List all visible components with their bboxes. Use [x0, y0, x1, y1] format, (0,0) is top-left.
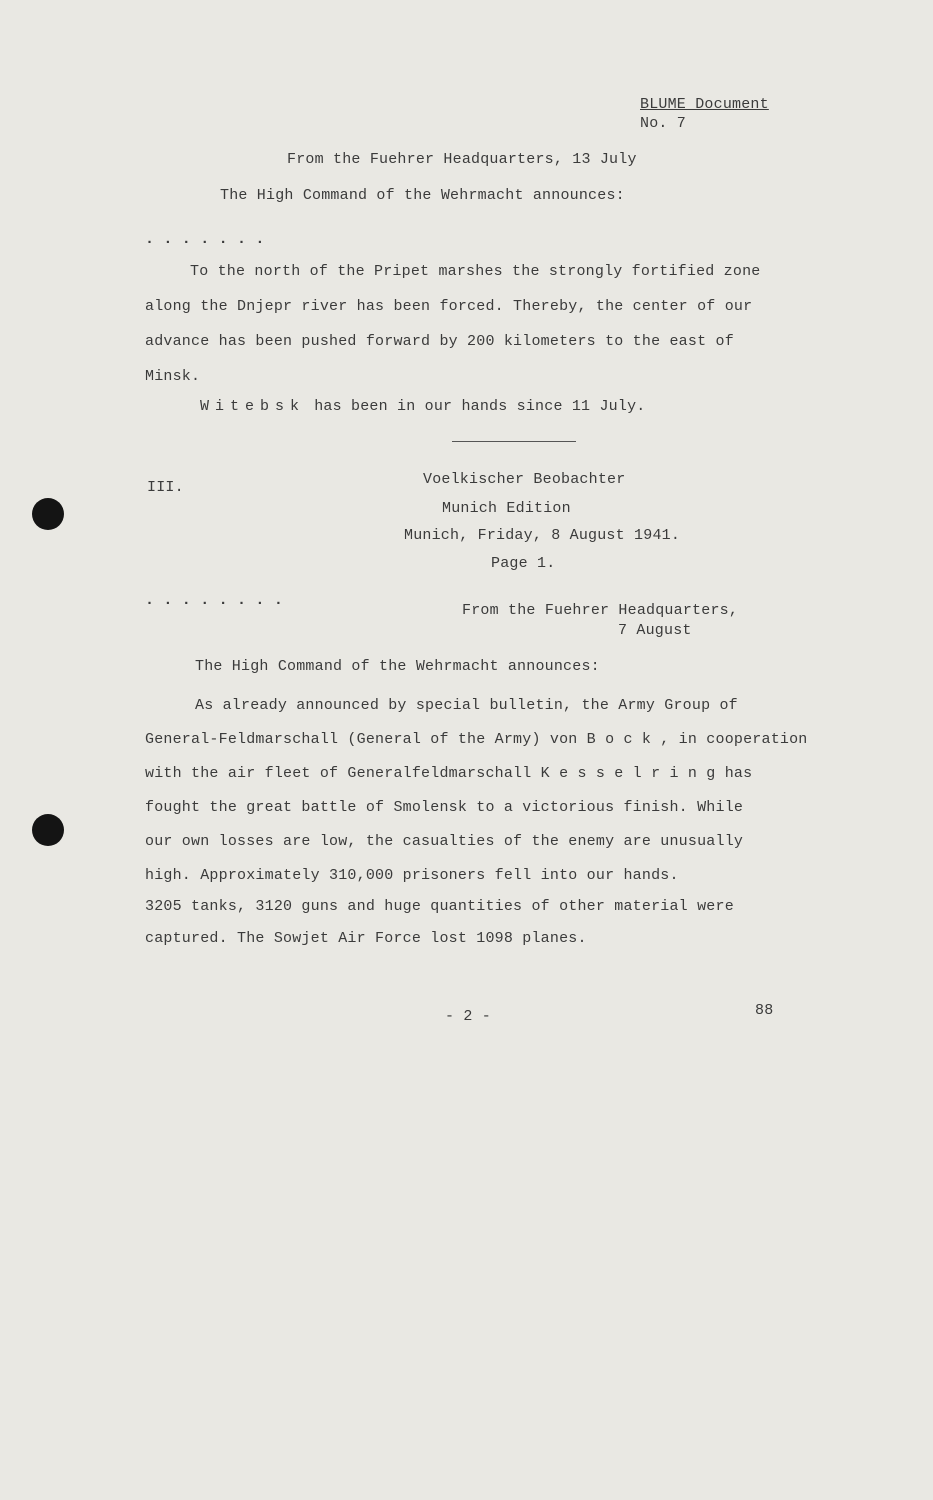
paragraph-2-line-7: 3205 tanks, 3120 guns and huge quantities of other material were: [145, 898, 734, 915]
paragraph-1-line-2: along the Dnjepr river has been forced. Thereby, the center of our: [145, 298, 753, 315]
newspaper-name: Voelkischer Beobachter: [423, 471, 626, 488]
source-line-august-2: 7 August: [618, 622, 692, 639]
announcement-line-2: The High Command of the Wehrmacht announces:: [195, 658, 600, 675]
paragraph-2-line-4: fought the great battle of Smolensk to a victorious finish. While: [145, 799, 744, 816]
paragraph-1-line-3: advance has been pushed forward by 200 kilometers to the east of: [145, 333, 734, 350]
document-id: [640, 95, 769, 133]
paragraph-2-line-8: captured. The Sowjet Air Force lost 1098 planes.: [145, 930, 587, 947]
paragraph-2-line-2: General-Feldmarschall (General of the Army) von B o c k , in cooperation: [145, 731, 808, 748]
section-numeral: III.: [147, 479, 184, 496]
paragraph-1-line-4: Minsk.: [145, 368, 201, 385]
sheet-number: 88: [755, 1002, 774, 1019]
document-title: BLUME Document: [640, 96, 769, 113]
paragraph-2-line-5: our own losses are low, the casualties of the enemy are unusually: [145, 833, 744, 850]
paragraph-2-line-3: with the air fleet of Generalfeldmarschall K e s s e l r i n g has: [145, 765, 753, 782]
paragraph-1-line-1: To the north of the Pripet marshes the strongly fortified zone: [190, 263, 761, 280]
punch-hole-lower: [32, 814, 64, 846]
ellipsis-dots-1: . . . . . . .: [145, 231, 265, 248]
announcement-line-1: The High Command of the Wehrmacht announces:: [220, 187, 625, 204]
newspaper-page: Page 1.: [491, 555, 556, 572]
punch-hole-upper: [32, 498, 64, 530]
newspaper-date: Munich, Friday, 8 August 1941.: [404, 527, 681, 544]
section-divider: [452, 441, 576, 442]
document-number: No. 7: [640, 115, 687, 132]
page-label: - 2 -: [445, 1008, 492, 1025]
witebsk-rest: has been in our hands since 11 July.: [314, 398, 646, 415]
witebsk-name: Witebsk: [200, 398, 306, 415]
source-line-august-1: From the Fuehrer Headquarters,: [462, 602, 739, 619]
witebsk-line: [200, 398, 645, 415]
source-line-july: From the Fuehrer Headquarters, 13 July: [287, 151, 637, 168]
paragraph-2-line-1: As already announced by special bulletin, the Army Group of: [195, 697, 738, 714]
newspaper-edition: Munich Edition: [442, 500, 571, 517]
paragraph-2-line-6: high. Approximately 310,000 prisoners fell into our hands.: [145, 867, 679, 884]
ellipsis-dots-2: . . . . . . . .: [145, 592, 284, 609]
